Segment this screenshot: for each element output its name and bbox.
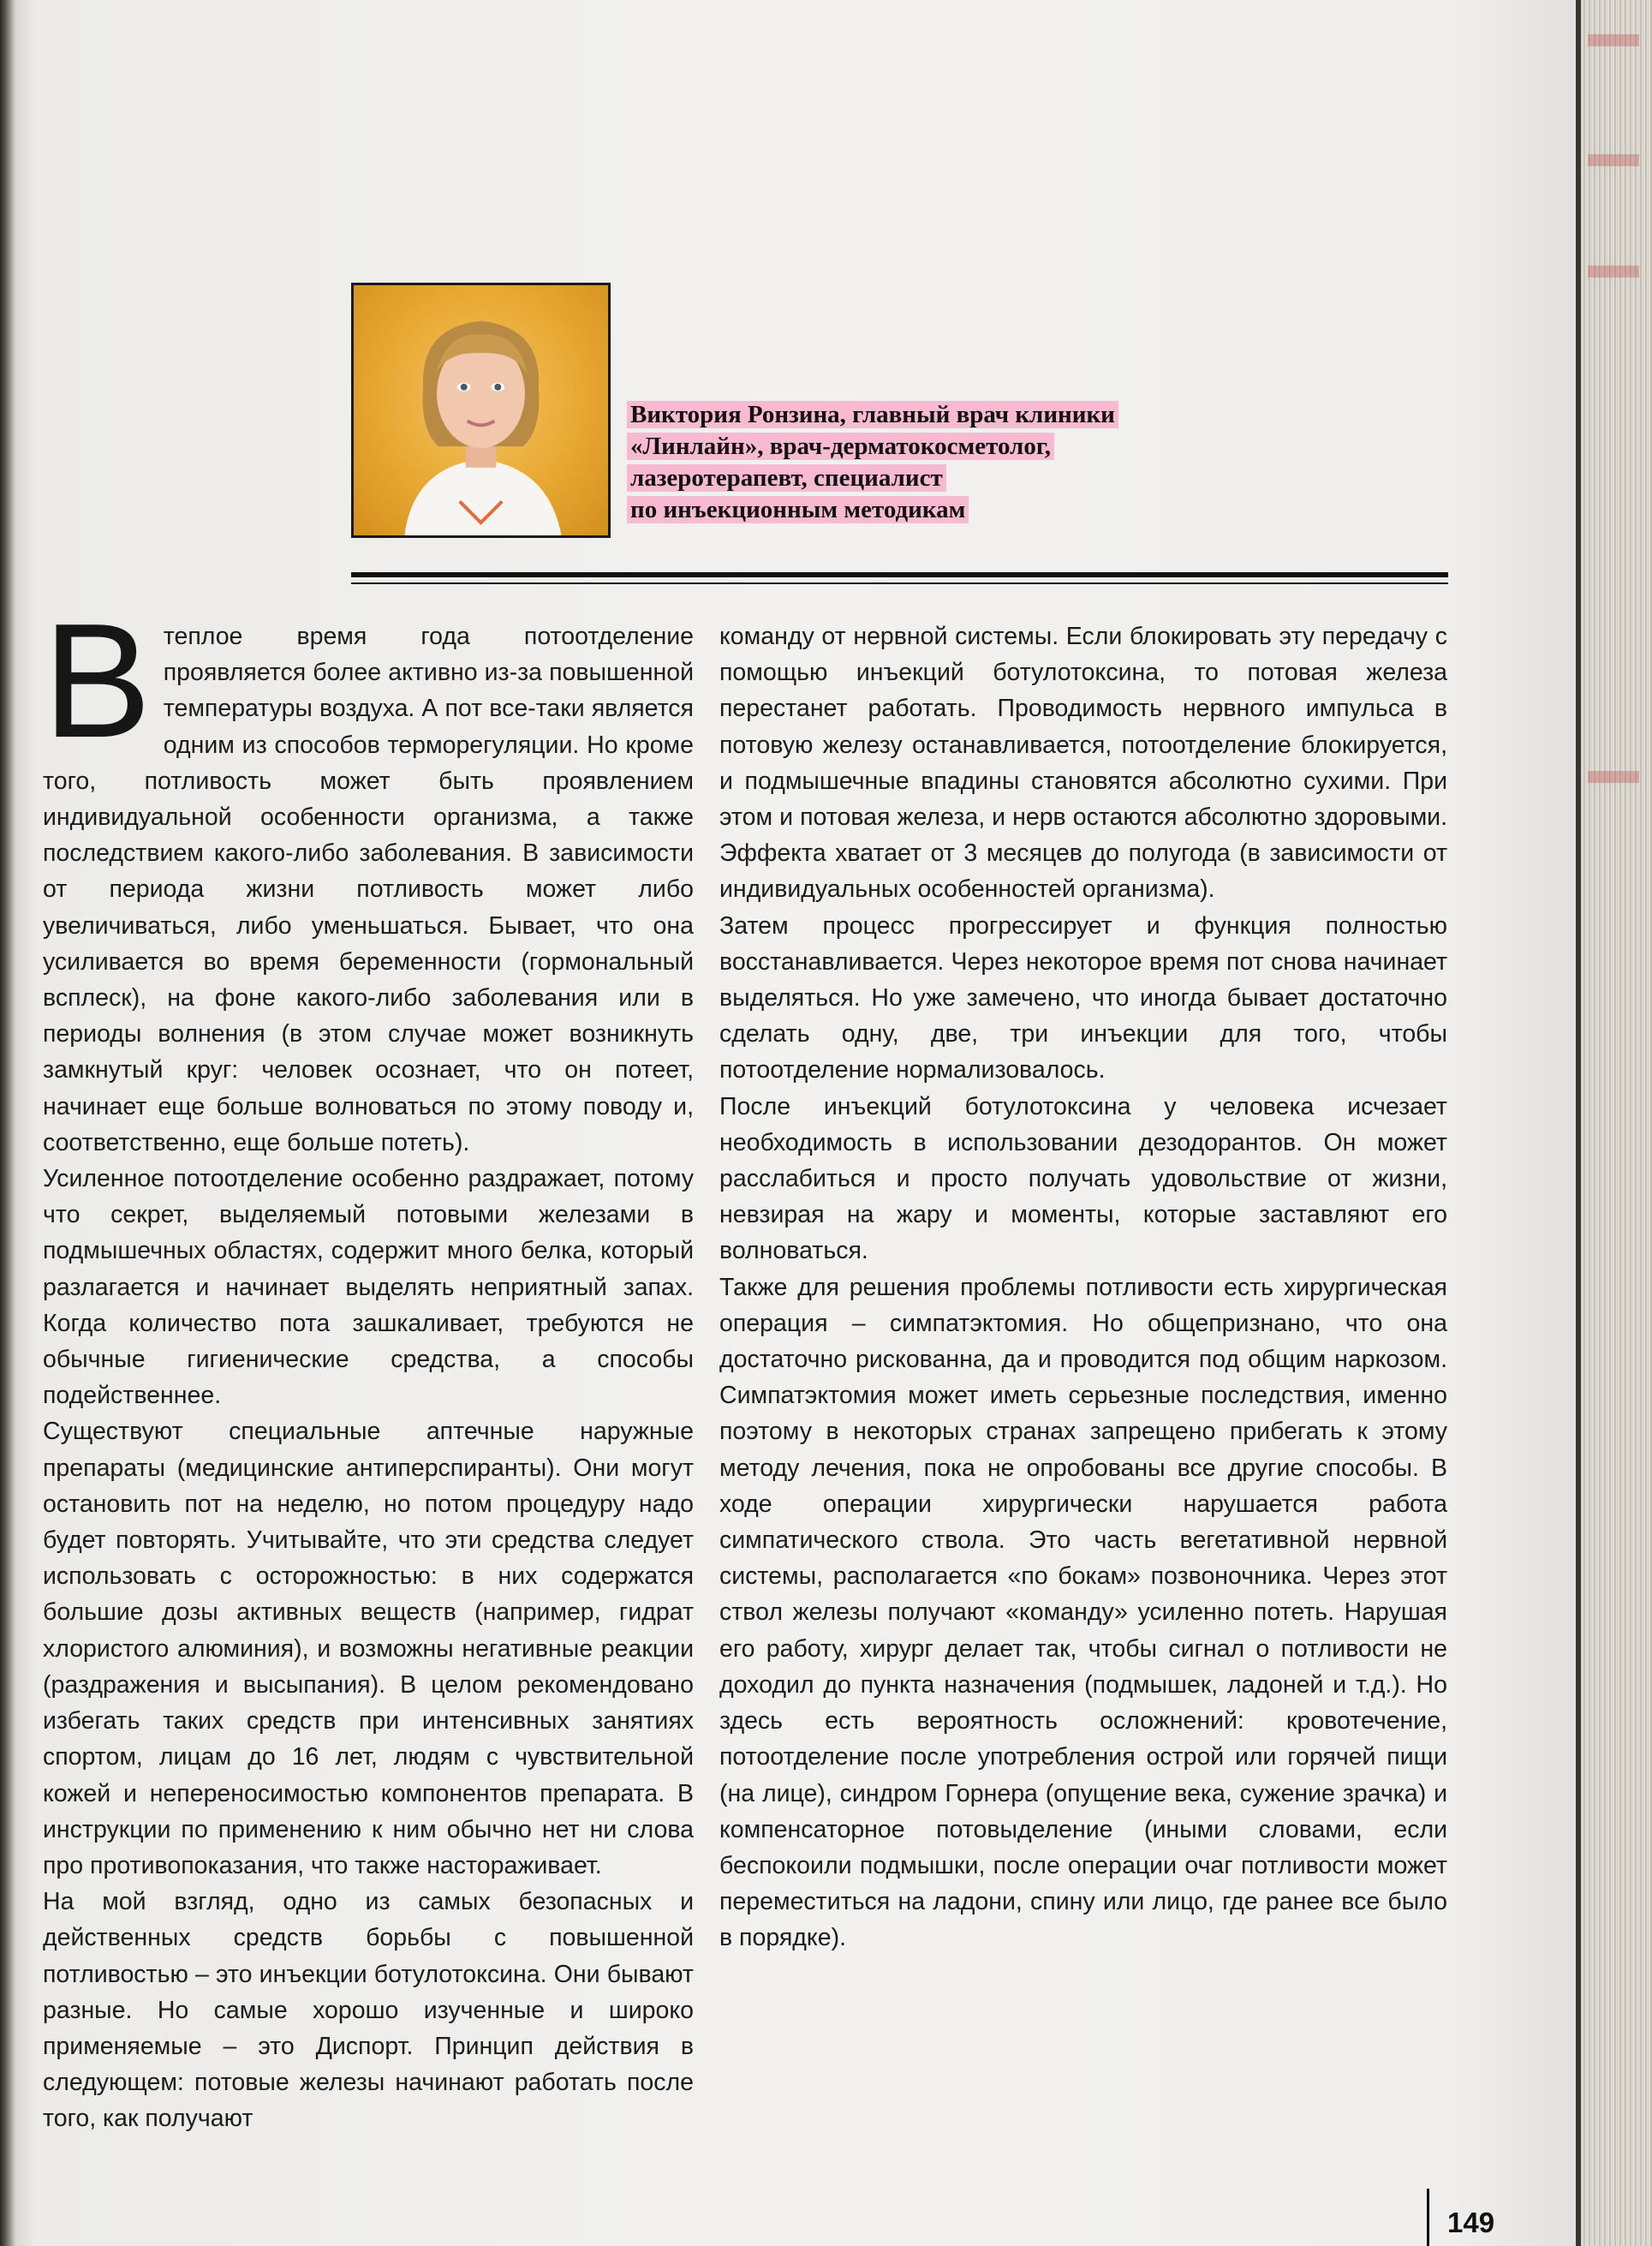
paragraph: команду от нервной системы. Если блокировать эту передачу с помощью инъекций ботулотоксина, то потовая железа перестанет работать. Проводимость нервного импульса в потовую железу останавливается, потоотделение блокируется, и подмышечные впадины становятся абсолютно сухими. При этом и потовая железа, и нерв остаются абсолютно здоровыми. Эффекта хватает от 3 месяцев до полугода (в зависимости от индивидуальных особенностей организма). [719, 623, 1447, 904]
paragraph: Также для решения проблемы потливости есть хирургическая операция – симпатэктомия. Но общепризнано, что она достаточно рискованна, да и проводится под общим наркозом. Симпатэктомия может иметь серьезные последствия, именно поэтому в некоторых странах запрещено прибегать к этому методу лечения, пока не опробованы все другие способы. В ходе операции хирургически нарушается работа симпатического ствола. Это часть вегетативной нервной системы, располагается «по бокам» позвоночника. Через этот ствол железы получают «команду» усиленно потеть. Нарушая его работу, хирург делает так, чтобы сигнал о потливости не доходил до пункта назначения (подмышек, ладоней и т.д.). Но здесь есть вероятность осложнений: кровотечение, потоотделение после употребления острой или горячей пищи (на лице), синдром Горнера (опущение века, сужение зрачка) и компенсаторное потовыделение (иными словами, если беспокоили подмышки, после операции очаг потливости может переместиться на ладони, спину или лицо, где ранее все было в порядке). [719, 1273, 1447, 1952]
drop-cap: В [43, 590, 152, 772]
paragraph: Существуют специальные аптечные наружные препараты (медицинские антиперспиранты). Они могут остановить пот на неделю, но потом процедуру надо будет повторять. Учитывайте, что эти средства следует использовать с осторожностью: в них содержатся большие дозы активных веществ (например, гидрат хлористого алюминия), и возможны негативные реакции (раздражения и высыпания). В целом рекомендовано избегать таких средств при интенсивных занятиях спортом, лицам до 16 лет, людям с чувствительной кожей и непереносимостью компонентов препарата. В инструкции по применению к ним обычно нет ни слова про противопоказания, что также настораживает. [43, 1418, 694, 1879]
paragraph: На мой взгляд, одно из самых безопасных и действенных средств борьбы с повышенной потливостью – это инъекции ботулотоксина. Они бывают разные. Но самые хорошо изученные и широко применяемые – это Диспорт. Принцип действия в следующем: потовые железы начинают работать после того, как получают [43, 1888, 694, 2133]
article-column-2 [719, 618, 1447, 1956]
paragraph: теплое время года потоотделение проявляется более активно из-за повышенной температуры воздуха. А пот все-таки является одним из способов терморегуляции. Но кроме того, потливость может быть проявлением индивидуальной особенности организма, а также последствием какого-либо заболевания. В зависимости от периода жизни потливость может либо увеличиваться, либо уменьшаться. Бывает, что она усиливается во время беременности (гормональный всплеск), на фоне какого-либо заболевания или в периоды волнения (в этом случае может возникнуть замкнутый круг: человек осознает, что он потеет, начинает еще больше волноваться по этому поводу и, соответственно, еще больше потеть). [43, 623, 694, 1156]
caption-line-4: по инъекционным методикам [627, 496, 969, 523]
page-number-divider [1427, 2189, 1429, 2246]
caption-line-3: лазеротерапевт, специалист [627, 464, 946, 492]
paragraph: После инъекций ботулотоксина у человека исчезает необходимость в использовании дезодорантов. Он может расслабиться и просто получать удовольствие от жизни, невзирая на жару и моменты, которые заставляют его волноваться. [719, 1092, 1447, 1265]
page-stack-edge [1576, 0, 1652, 2246]
caption-line-1: Виктория Ронзина, главный врач клиники [627, 401, 1118, 428]
author-caption [630, 399, 1118, 526]
paragraph: Затем процесс прогрессирует и функция полностью восстанавливается. Через некоторое время пот снова начинает выделяться. Но уже замечено, что иногда бывает достаточно сделать одну, две, три инъекции для того, чтобы потоотделение нормализовалось. [719, 911, 1447, 1084]
page-number: 149 [1447, 2207, 1495, 2238]
author-photo [351, 283, 611, 538]
divider-thin [351, 582, 1448, 584]
article-column-1 [43, 590, 694, 2137]
caption-line-2: «Линлайн», врач-дерматокосметолог, [627, 433, 1054, 460]
paragraph: Усиленное потоотделение особенно раздражает, потому что секрет, выделяемый потовыми железами в подмышечных областях, содержит много белка, который разлагается и начинает выделять неприятный запах. Когда количество пота зашкаливает, требуются не обычные гигиенические средства, а способы подейственнее. [43, 1165, 694, 1410]
divider-thick [351, 572, 1448, 577]
